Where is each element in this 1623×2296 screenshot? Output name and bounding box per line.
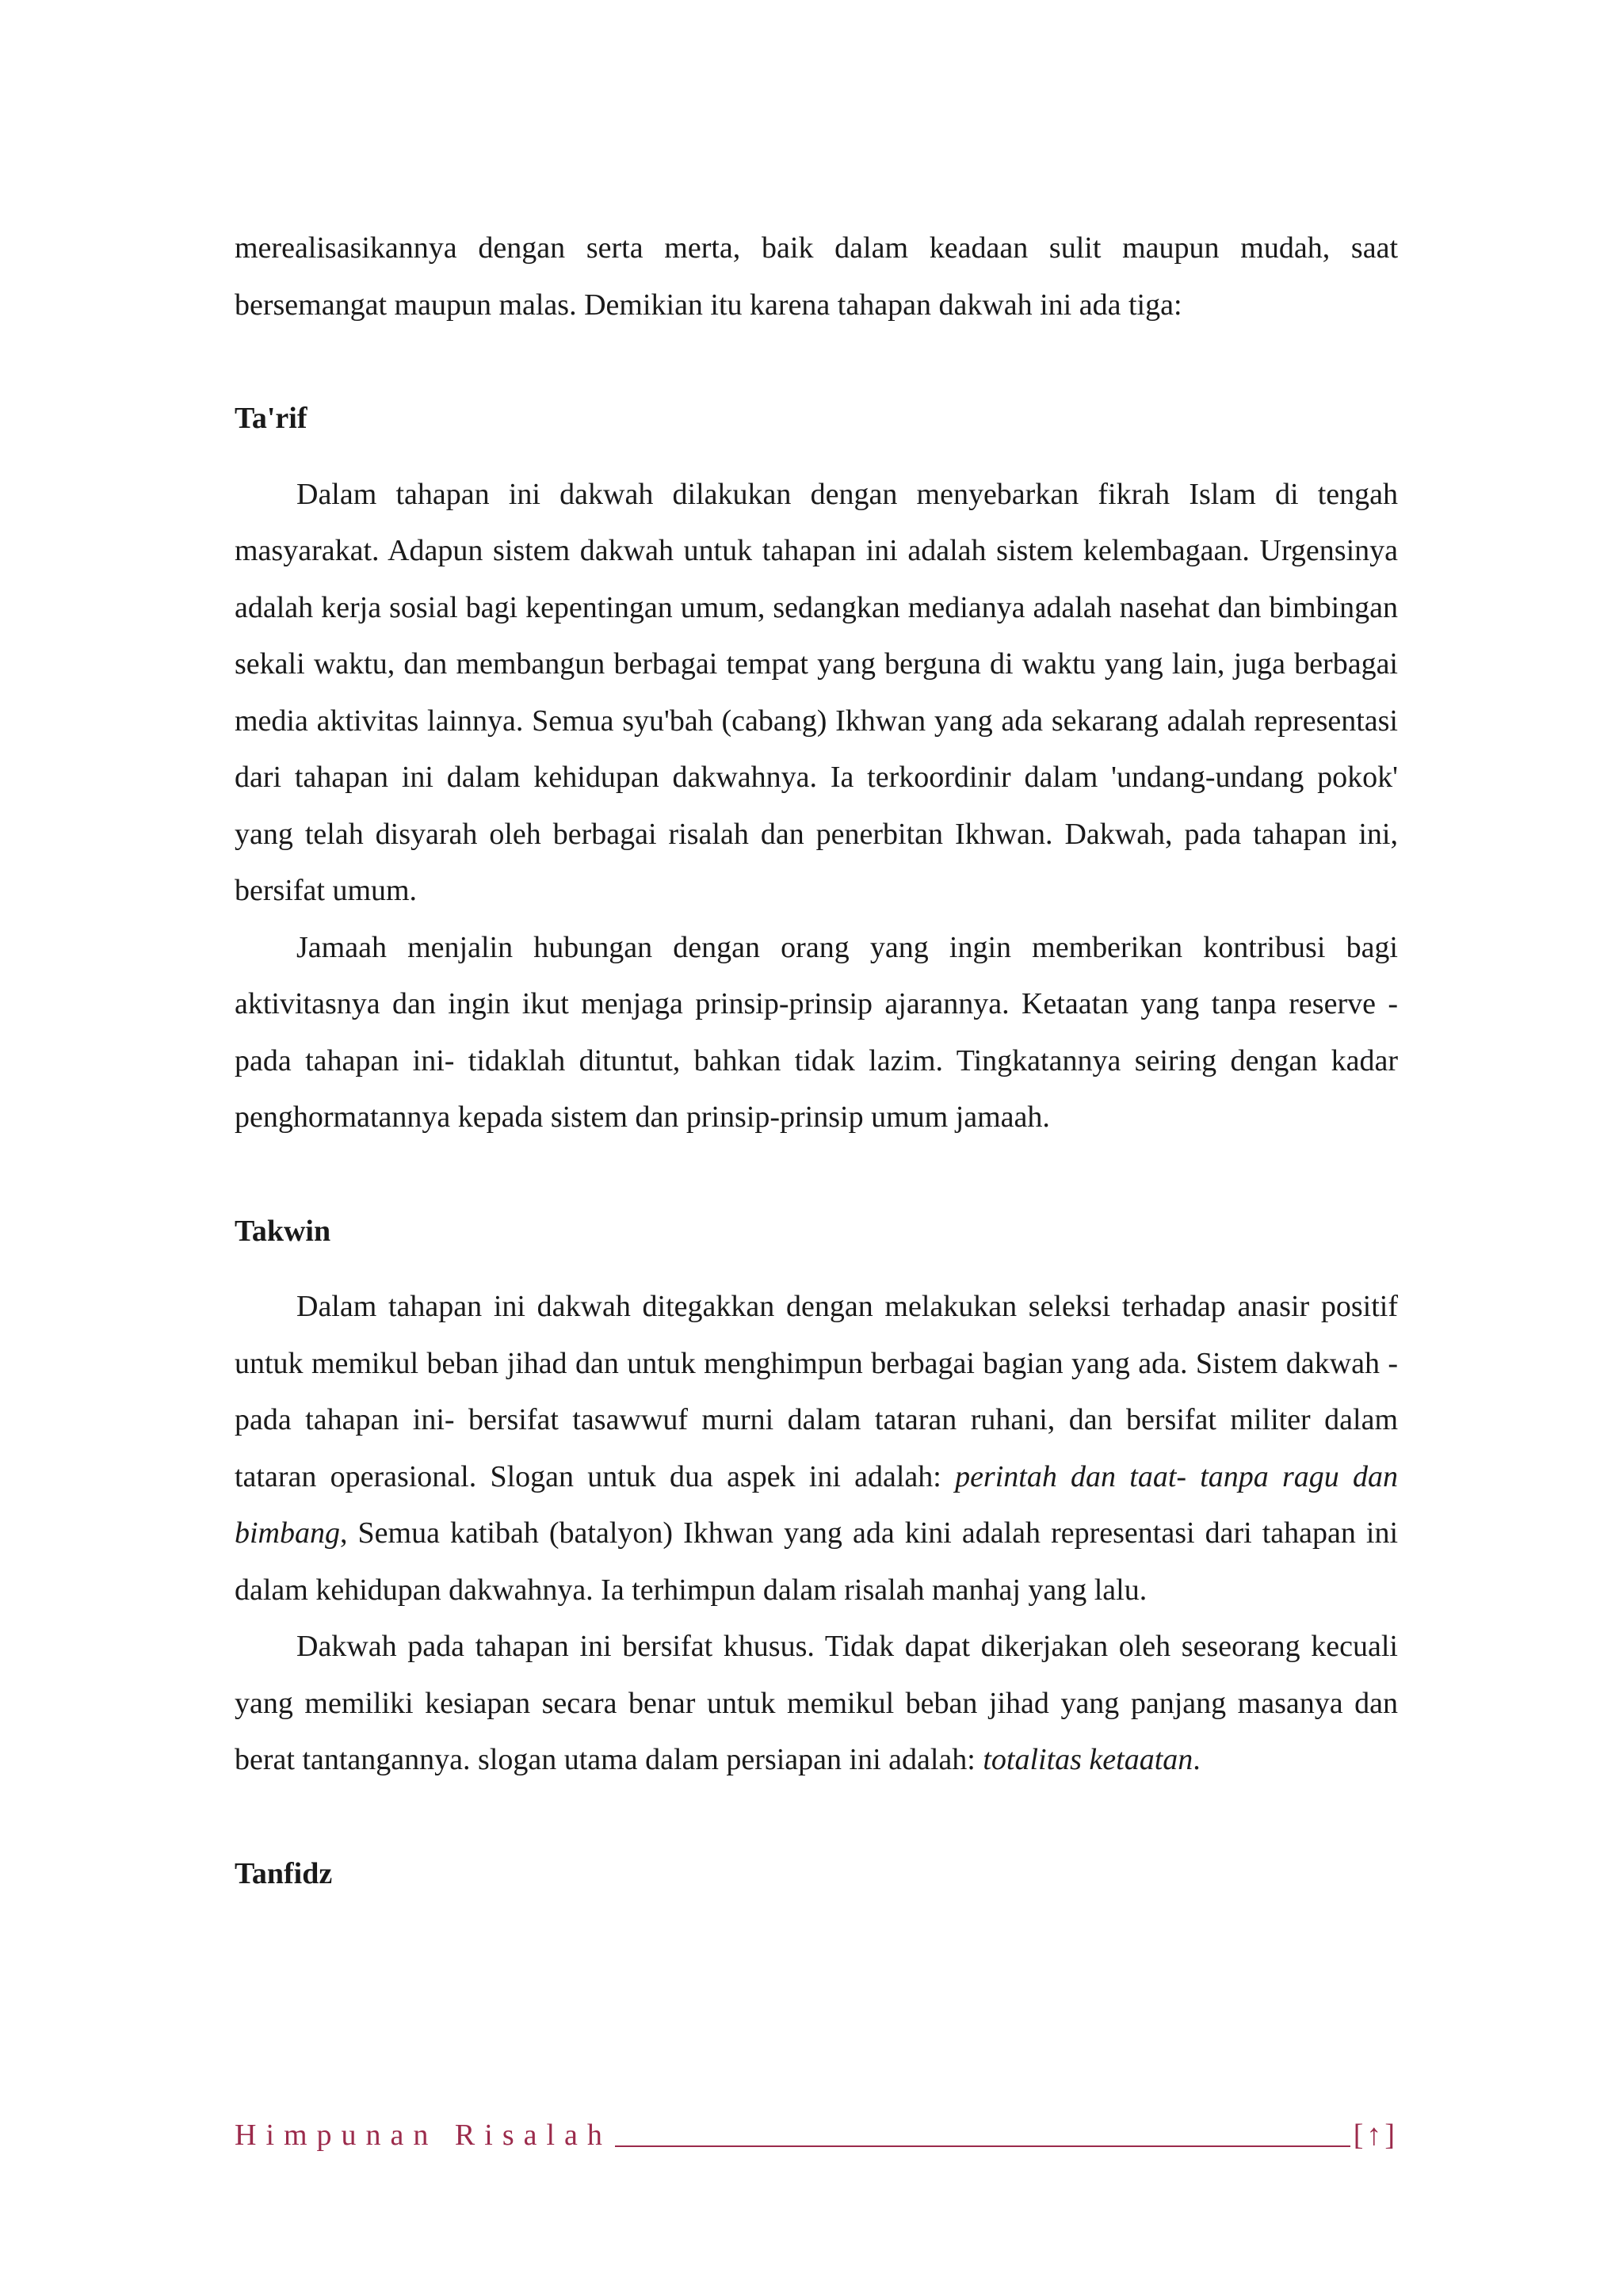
- takwin-paragraph-1: [235, 1279, 1398, 1619]
- takwin-p2-text-a: Dakwah pada tahapan ini bersifat khusus. Tidak dapat dikerjakan oleh seseorang kecuali yang memiliki kesiapan secara benar untuk memikul beban jihad yang panjang masanya dan berat tantangannya. slogan utama dalam persiapan ini adalah:: [235, 1630, 1398, 1776]
- footer-title: Himpunan Risalah: [235, 2119, 612, 2152]
- takwin-p2-emphasis: totalitas ketaatan: [983, 1743, 1193, 1776]
- document-page: [235, 220, 1398, 1902]
- intro-paragraph: merealisasikannya dengan serta merta, baik dalam keadaan sulit maupun mudah, saat bersemangat maupun malas. Demikian itu karena tahapan dakwah ini ada tiga:: [235, 231, 1398, 322]
- back-to-top-link[interactable]: [↑]: [1353, 2119, 1398, 2152]
- section-heading-tanfidz: Tanfidz: [235, 1856, 333, 1890]
- tarif-paragraph-1: Dalam tahapan ini dakwah dilakukan dengan menyebarkan fikrah Islam di tengah masyarakat. Adapun sistem dakwah untuk tahapan ini adalah sistem kelembagaan. Urgensinya adalah kerja sosial bagi kepentingan umum, sedangkan medianya adalah nasehat dan bimbingan sekali waktu, dan membangun berbagai tempat yang berguna di waktu yang lain, juga berbagai media aktivitas lainnya. Semua syu'bah (cabang) Ikhwan yang ada sekarang adalah representasi dari tahapan ini dalam kehidupan dakwahnya. Ia terkoordinir dalam 'undang-undang pokok' yang telah disyarah oleh berbagai risalah dan penerbitan Ikhwan. Dakwah, pada tahapan ini, bersifat umum.: [235, 477, 1398, 907]
- section-heading-takwin: Takwin: [235, 1214, 331, 1248]
- tarif-paragraph-2: Jamaah menjalin hubungan dengan orang yang ingin memberikan kontribusi bagi aktivitasnya dan ingin ikut menjaga prinsip-prinsip ajarannya. Ketaatan yang tanpa reserve -pada tahapan ini- tidaklah dituntut, bahkan tidak lazim. Tingkatannya seiring dengan kadar penghormatannya kepada sistem dan prinsip-prinsip umum jamaah.: [235, 930, 1398, 1134]
- takwin-p1-emphasis: perintah dan taat- tanpa ragu dan bimbang: [235, 1459, 1399, 1550]
- page-footer: [235, 2106, 1398, 2153]
- takwin-p2-text-b: .: [1193, 1743, 1201, 1776]
- footer-rule: [615, 2145, 1350, 2147]
- section-heading-tarif: Ta'rif: [235, 402, 307, 435]
- takwin-paragraph-2: [235, 1619, 1398, 1789]
- takwin-p1-text-b: , Semua katibah (batalyon) Ikhwan yang ada kini adalah representasi dari tahapan ini dalam kehidupan dakwahnya. Ia terhimpun dalam risalah manhaj yang lalu.: [235, 1516, 1398, 1607]
- takwin-p1-text-a: Dalam tahapan ini dakwah ditegakkan dengan melakukan seleksi terhadap anasir positif untuk memikul beban jihad dan untuk menghimpun berbagai bagian yang ada. Sistem dakwah -pada tahapan ini- bersifat tasawwuf murni dalam tataran ruhani, dan bersifat militer dalam tataran operasional. Slogan untuk dua aspek ini adalah:: [235, 1290, 1398, 1493]
